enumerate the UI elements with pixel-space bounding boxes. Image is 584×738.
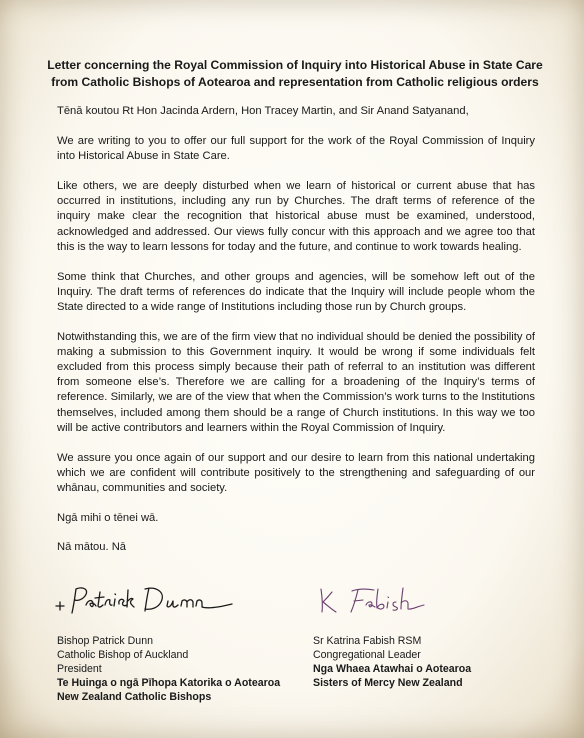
signatory-right-block xyxy=(313,634,471,690)
letter-title xyxy=(40,57,550,91)
salutation: Tēnā koutou Rt Hon Jacinda Ardern, Hon Tracey Martin, and Sir Anand Satyanand, xyxy=(57,105,469,117)
signatory-left-title: President xyxy=(57,663,102,676)
title-line-1: Letter concerning the Royal Commission of Inquiry into Historical Abuse in State Care xyxy=(47,58,543,72)
signatory-left-name: Bishop Patrick Dunn xyxy=(57,635,153,647)
closing-sign-off: Nā mātou. Nā xyxy=(57,541,127,554)
signatory-right-org: Sisters of Mercy New Zealand xyxy=(313,677,463,690)
signatory-right-role: Congregational Leader xyxy=(313,649,421,662)
signatory-left-block xyxy=(57,634,280,704)
paragraph-support: We are writing to you to offer our full support for the work of the Royal Commission of Inquiry into Historical Abuse in State Care. xyxy=(57,135,535,163)
letter-body xyxy=(57,104,535,570)
paragraph-churches: Some think that Churches, and other groups and agencies, will be somehow left out of the Inquiry. The draft terms of references do indicate that the Inquiry will include people whom the State directed to a wide range of Institutions including those run by Church groups. xyxy=(57,270,535,313)
paragraph-notwithstanding: Notwithstanding this, we are of the firm view that no individual should be denied the possibility of making a submission to this Government inquiry. It would be wrong if some individuals felt excluded from this process simply because their path of referral to an institution was different from someone else’s. Therefore we are calling for a broadening of the Inquiry’s terms of reference. Similarly, we are of the view that when the Commission’s work turns to the Institutions themselves, included among them should be a range of Church institutions. In this way we too will be active contributors and learners within the Royal Commission of Inquiry. xyxy=(57,331,535,434)
signatory-left-role: Catholic Bishop of Auckland xyxy=(57,649,189,662)
signature-katrina-fabish xyxy=(314,580,454,620)
paragraph-assurance: We assure you once again of our support and our desire to learn from this national undertaking which we are confident will contribute positively to the strengthening and safeguarding of our whānau, communities and society. xyxy=(57,451,535,494)
signature-patrick-dunn xyxy=(48,580,238,620)
signatory-left-org: New Zealand Catholic Bishops xyxy=(57,691,212,704)
paragraph-disturbed: Like others, we are deeply disturbed when we learn of historical or current abuse that has occurred in institutions, including any run by Churches. The draft terms of reference of the inquiry make clear the recognition that historical abuse must be examined, understood, acknowledged and addressed. Our views fully concur with this approach and we agree too that this is the way to learn lessons for today and the future, and continue to work towards healing. xyxy=(57,180,535,253)
signatory-right-org-maori: Nga Whaea Atawhai o Aotearoa xyxy=(313,663,472,676)
signatory-right-name: Sr Katrina Fabish RSM xyxy=(313,635,422,647)
closing-greeting: Ngā mihi o tēnei wā. xyxy=(57,511,159,524)
signatory-left-org-maori: Te Huinga o ngā Pīhopa Katorika o Aotearoa xyxy=(57,677,281,690)
title-line-2: from Catholic Bishops of Aotearoa and representation from Catholic religious orders xyxy=(51,75,539,89)
